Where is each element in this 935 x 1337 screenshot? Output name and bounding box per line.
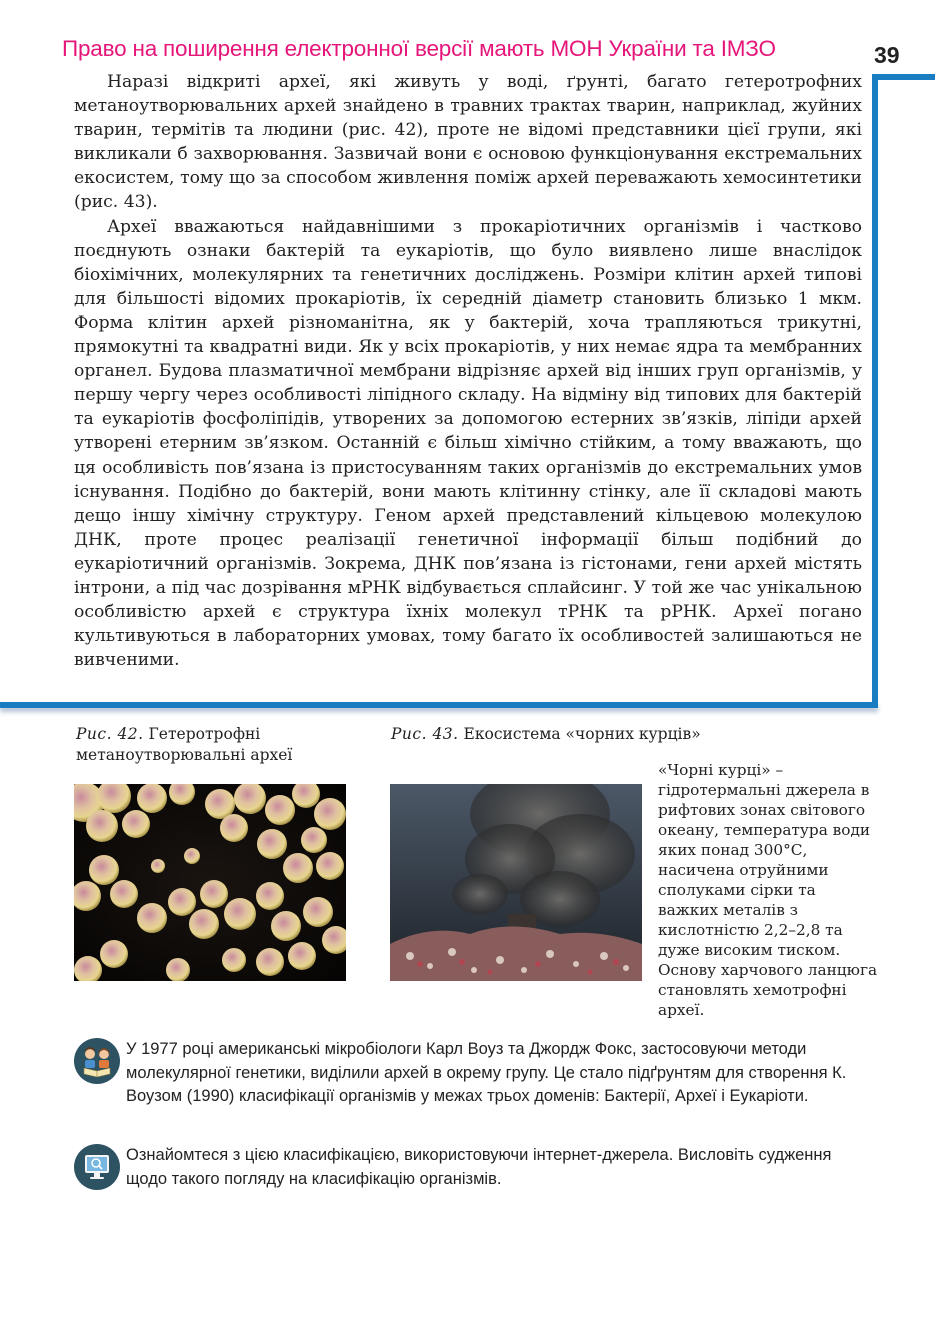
- figure-42-caption-text: Гетеротрофні метаноутворювальні археї: [76, 725, 293, 764]
- students-reading-icon: [74, 1038, 120, 1084]
- frame-border-right: [872, 74, 878, 708]
- black-smoker-image: [390, 784, 642, 981]
- computer-search-icon: [74, 1144, 120, 1190]
- archaea-micrograph-image: [74, 784, 346, 981]
- frame-border-bottom: [0, 702, 878, 708]
- figure-42-label: Рис. 42.: [76, 725, 144, 743]
- main-text: [74, 70, 862, 672]
- black-smokers-description: «Чорні курці» – гідротермальні джерела в рифтових зонах світового океану, температура води яких понад 300°С, насичена отруйними сполуками сірки та важких металів з кислотністю 2,2–2,8 та дуже високим тиском. Основу харчового ланцюга становлять хемотрофні археї.: [658, 761, 878, 1019]
- frame-border-top: [872, 74, 935, 80]
- history-note: У 1977 році американські мікробіологи Карл Воуз та Джордж Фокс, застосовуючи методи молекулярної генетики, виділили архей в окрему групу. Це стало підґрунтям для створення К. Воузом (1990) класифікації організмів у межах трьох доменів: Бактерії, Археї і Еукаріоти.: [126, 1040, 847, 1105]
- copyright-banner: Право на поширення електронної версії мають МОН України та ІМЗО: [62, 36, 776, 61]
- figure-43-caption: [391, 724, 811, 745]
- paragraph-2: Археї вважаються найдавнішими з прокаріотичних організмів і частково поєднують ознаки бактерій та еукаріотів, що було виявлено лише внаслідок біохімічних, молекулярних та генетичних досліджень. Розміри клітин архей типові для більшості відомих прокаріотів, їх середній діаметр становить близько 1 мкм. Форма клітин архей різноманітна, як у бактерій, хоча трапляються трикутні, прямокутні та квадратні види. Як у всіх прокаріотів, у них немає ядра та мембранних органел. Будова плазматичної мембрани відрізняє архей від інших груп організмів, у першу чергу через особливості ліпідного складу. На відміну від типових для бактерій та еукаріотів фосфоліпідів, утворених за допомогою естерних зв’язків, ліпіди архей утворені етерним зв’язком. Останній є більш хімічно стійким, а тому вважають, що ця особливість пов’язана із пристосуванням таких організмів до екстремальних умов існування. Подібно до бактерій, вони мають клітинну стінку, але її складові мають дещо іншу хімічну структуру. Геном архей представлений кільцевою молекулою ДНК, проте процес реалізації генетичної інформації більш подібний до еукаріотичний організмів. Зокрема, ДНК пов’язана із гістонами, гени архей містять інтрони, а під час дозрівання мРНК відбувається сплайсинг. У той же час унікальною особливістю архей є структура їхніх молекул тРНК та рРНК. Археї погано культивуються в лабораторних умовах, тому багато їх особливостей залишаються не вивченими.: [74, 216, 862, 671]
- paragraph-1: Наразі відкриті археї, які живуть у воді, ґрунті, багато гетеротрофних метаноутворювальних архей знайдено в травних трактах тварин, наприклад, жуйних тварин, термітів та людини (рис. 42), проте не відомі представники цієї групи, які викликали б захворювання. Зазвичай вони є основою функціонування екстремальних екосистем, тому що за способом живлення поміж архей переважають хемосинтетики (рис. 43).: [74, 72, 862, 213]
- figure-42-caption: [76, 724, 361, 766]
- figure-43-label: Рис. 43.: [391, 725, 459, 743]
- task-note: Ознайомтеся з цією класифікацією, використовуючи інтернет-джерела. Висловіть судження щодо такого погляду на класифікацію організмів.: [126, 1146, 832, 1188]
- figure-43-caption-text: Екосистема «чорних курців»: [463, 725, 701, 743]
- page-number: 39: [874, 42, 900, 68]
